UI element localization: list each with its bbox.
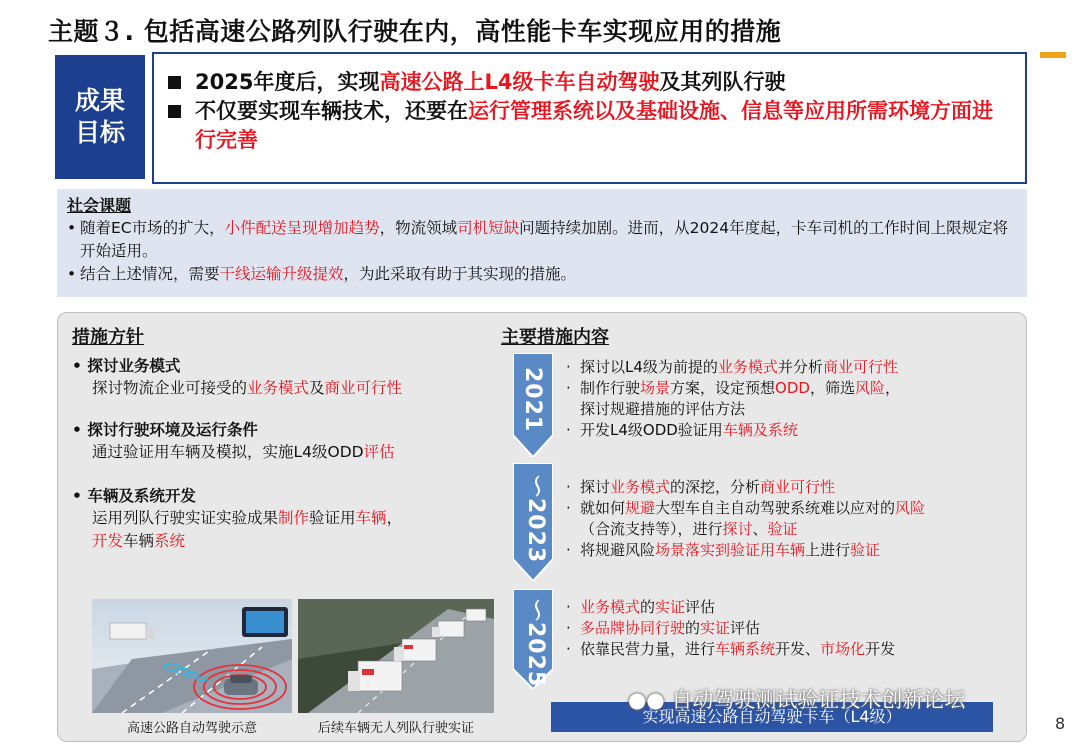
- item-highlight: 业务模式: [610, 478, 671, 496]
- bullet-icon: •: [67, 219, 77, 237]
- item-highlight: 探讨: [722, 520, 753, 538]
- item-text: 依靠民营力量，进行: [580, 640, 716, 658]
- item-highlight: 验证: [850, 541, 881, 559]
- bullet-icon: ·: [566, 421, 571, 439]
- truck-platooning-photo: [298, 599, 494, 713]
- final-goal-bar: 实现高速公路自动驾驶卡车（L4级）: [551, 702, 993, 732]
- item-text: 就如何: [580, 499, 626, 517]
- page-number: 8: [1055, 714, 1066, 733]
- item-text: 的: [640, 598, 656, 616]
- item-text: 将规避风险: [580, 541, 656, 559]
- list-item-continuation: [566, 399, 900, 420]
- goal-line-2: [168, 97, 1011, 155]
- item-highlight: 场景: [640, 379, 671, 397]
- list-item: [566, 540, 925, 561]
- list-item: [566, 378, 900, 399]
- goal-text: 不仅要实现车辆技术，还要在: [195, 99, 468, 123]
- list-item: [566, 498, 925, 519]
- list-item: [566, 597, 895, 618]
- bullet-icon: •: [67, 265, 77, 283]
- item-highlight: 风险: [854, 379, 885, 397]
- photo-caption: 高速公路自动驾驶示意: [126, 721, 257, 736]
- wechat-icon: ●●: [628, 688, 665, 712]
- item-highlight: 业务模式: [580, 598, 641, 616]
- phase-items-2023: [566, 477, 925, 561]
- phase-chevron-2021: [513, 353, 553, 457]
- policy-text: ，: [386, 509, 403, 527]
- phase-label: 2021: [520, 367, 545, 433]
- list-item-continuation: [566, 519, 925, 540]
- item-highlight: 市场化: [820, 640, 866, 658]
- item-text: 并分析: [777, 358, 823, 376]
- list-item: [566, 357, 900, 378]
- measures-panel: [57, 312, 1027, 742]
- item-text: 、: [752, 520, 768, 538]
- item-text: 开发L4级ODD验证用: [580, 421, 723, 439]
- bullet-icon: •: [72, 421, 88, 439]
- social-issue-item: [67, 263, 1017, 286]
- goal-badge-line2: 目标: [74, 118, 125, 147]
- item-text: 的深挖，分析: [670, 478, 761, 496]
- social-text: 随着EC市场的扩大，: [80, 219, 225, 237]
- item-text: 评估: [685, 598, 716, 616]
- item-text: 上进行: [805, 541, 851, 559]
- square-bullet-icon: [168, 76, 181, 89]
- item-highlight: 规避: [625, 499, 656, 517]
- item-text: （合流支持等），进行: [580, 520, 723, 538]
- item-text: 大型车自主自动驾驶系统难以应对的: [655, 499, 896, 517]
- bullet-icon: ·: [566, 619, 571, 637]
- social-issues-box: [57, 189, 1027, 297]
- square-bullet-icon: [168, 105, 181, 118]
- bullet-icon: ·: [566, 358, 571, 376]
- policy-heading: 探讨行驶环境及运行条件: [87, 421, 258, 439]
- bullet-icon: ·: [566, 499, 571, 517]
- item-text: 制作行驶: [580, 379, 641, 397]
- item-highlight: ODD: [775, 379, 810, 397]
- item-text: 开发、: [775, 640, 821, 658]
- policy-text: 及: [309, 379, 325, 397]
- policy-highlight: 车辆: [355, 509, 387, 527]
- policy-highlight: 业务模式: [247, 379, 310, 397]
- policy-heading: 探讨业务模式: [87, 357, 181, 375]
- bullet-icon: ·: [566, 478, 571, 496]
- goal-line-1: [168, 68, 1011, 97]
- policy-item: [72, 485, 402, 553]
- social-text: ，物流领域: [379, 219, 458, 237]
- policy-text: 通过验证用车辆及模拟，实施L4级ODD: [92, 443, 364, 461]
- item-text: 开发: [865, 640, 896, 658]
- photo-caption: 后续车辆无人列队行驶实证: [317, 721, 474, 736]
- policy-text: 探讨物流企业可接受的: [92, 379, 248, 397]
- item-highlight: 场景落实到验证用车辆: [655, 541, 806, 559]
- item-highlight: 实证: [700, 619, 731, 637]
- item-highlight: 商业可行性: [760, 478, 836, 496]
- item-highlight: 业务模式: [717, 358, 778, 376]
- policy-title: 措施方针: [72, 327, 144, 348]
- policy-item: [72, 355, 402, 400]
- main-measures-title: 主要措施内容: [501, 327, 609, 348]
- bullet-icon: ·: [566, 598, 571, 616]
- policy-item: [72, 419, 395, 464]
- item-highlight: 车辆及系统: [722, 421, 798, 439]
- policy-text: 验证用: [309, 509, 356, 527]
- item-text: 方案，设定预想: [670, 379, 776, 397]
- phase-items-2021: [566, 357, 900, 441]
- goal-box: [152, 52, 1027, 184]
- social-text: 问题持续加剧。进而，从2024年度起，卡车司机的工作时间上限规定将开始适用。: [80, 219, 1009, 260]
- goal-text: 2025年度后，实现: [195, 70, 380, 94]
- policy-heading: 车辆及系统开发: [87, 487, 196, 505]
- goal-badge-line1: 成果: [74, 86, 125, 115]
- goal-badge: [55, 55, 145, 179]
- social-text: 结合上述情况，需要: [80, 265, 220, 283]
- bullet-icon: ·: [566, 541, 571, 559]
- list-item: [566, 639, 895, 660]
- policy-text: 运用列队行驶实证实验成果: [92, 509, 279, 527]
- policy-text: 车辆: [123, 532, 155, 550]
- item-highlight: 风险: [895, 499, 926, 517]
- list-item: [566, 477, 925, 498]
- social-highlight: 干线运输升级提效: [219, 265, 344, 283]
- policy-highlight: 系统: [154, 532, 186, 550]
- item-text: 探讨规避措施的评估方法: [580, 400, 746, 418]
- item-highlight: 实证: [655, 598, 686, 616]
- social-highlight: 司机短缺: [457, 219, 520, 237]
- item-text: ，筛选: [809, 379, 855, 397]
- watermark-text: 自动驾驶测试验证技术创新论坛: [671, 688, 966, 712]
- phase-items-2025: [566, 597, 895, 660]
- social-issues-title: 社会课题: [67, 196, 132, 215]
- social-text: ，为此采取有助于其实现的措施。: [343, 265, 577, 283]
- bullet-icon: •: [72, 487, 88, 505]
- policy-highlight: 评估: [363, 443, 395, 461]
- item-text: 的: [685, 619, 701, 637]
- item-text: ，: [885, 379, 901, 397]
- list-item: [566, 618, 895, 639]
- goal-text: 及其列队行驶: [659, 70, 786, 94]
- bullet-icon: ·: [566, 379, 571, 397]
- item-highlight: 多品牌协同行驶: [580, 619, 686, 637]
- policy-highlight: 制作: [278, 509, 310, 527]
- policy-highlight: 开发: [92, 532, 124, 550]
- watermark: [628, 684, 965, 714]
- item-highlight: 车辆系统: [715, 640, 776, 658]
- item-highlight: 验证: [767, 520, 798, 538]
- item-highlight: 商业可行性: [822, 358, 898, 376]
- phase-chevron-2023: [513, 463, 553, 581]
- item-text: 评估: [730, 619, 761, 637]
- phase-label: ～2023: [523, 475, 548, 564]
- item-text: 探讨: [580, 478, 611, 496]
- goal-highlight: 运行管理系统以及基础设施、信息等应用所需环境方面进行完善: [195, 99, 993, 152]
- list-item: [566, 420, 900, 441]
- phase-label: ～2025: [523, 599, 548, 688]
- phase-chevron-2025: [513, 589, 553, 689]
- highway-autonomous-driving-photo: [92, 599, 292, 713]
- social-issue-item: [67, 217, 1017, 263]
- bullet-icon: •: [72, 357, 88, 375]
- page-title: 主题３. 包括高速公路列队行驶在内，高性能卡车实现应用的措施: [48, 17, 782, 46]
- bullet-icon: ·: [566, 640, 571, 658]
- social-highlight: 小件配送呈现增加趋势: [224, 219, 380, 237]
- policy-highlight: 商业可行性: [324, 379, 403, 397]
- goal-highlight: 高速公路上L4级卡车自动驾驶: [379, 70, 660, 94]
- title-accent-bar: [1040, 52, 1066, 58]
- item-text: 探讨以L4级为前提的: [580, 358, 718, 376]
